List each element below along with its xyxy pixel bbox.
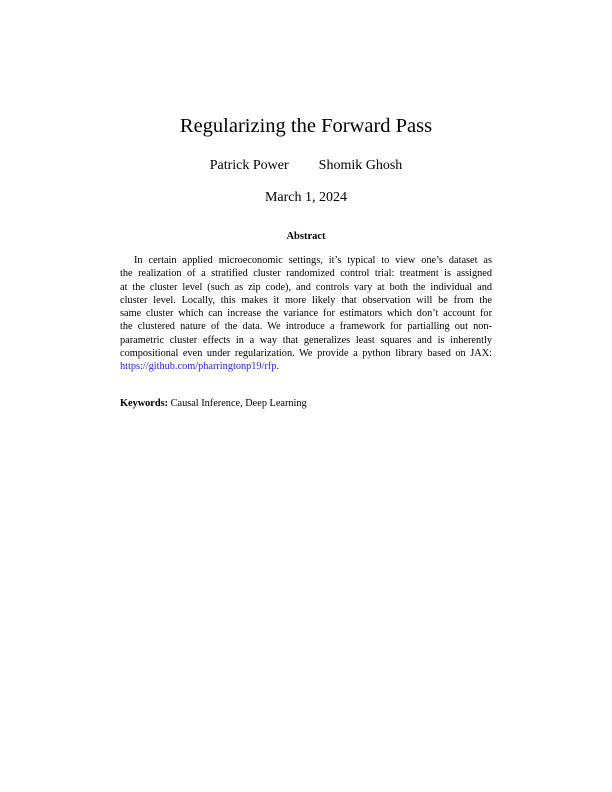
abstract-heading: Abstract bbox=[286, 231, 326, 242]
keywords-label: Keywords: bbox=[120, 398, 169, 409]
abstract-line: same cluster which can increase the variance for estimators which don’t account for bbox=[120, 308, 492, 320]
keywords bbox=[120, 397, 492, 410]
abstract-line: the realization of a stratified cluster randomized control trial: treatment is assigned bbox=[120, 268, 492, 280]
abstract-line: parametric cluster effects in a way that generalizes least squares and is inherently bbox=[120, 334, 492, 346]
abstract-line: In certain applied microeconomic settings, it’s typical to view one’s dataset as bbox=[134, 255, 492, 266]
abstract-line: at the cluster level (such as zip code), and controls vary at both the individual and bbox=[120, 281, 492, 293]
paper-date: March 1, 2024 bbox=[264, 190, 348, 205]
link-trailing-period: . bbox=[276, 361, 280, 373]
abstract-line: compositional even under regularization. We provide a python library based on JAX: bbox=[120, 348, 492, 360]
author-list bbox=[0, 157, 612, 174]
abstract-line: the clustered nature of the data. We introduce a framework for partialling out non- bbox=[120, 321, 492, 333]
abstract-body bbox=[120, 254, 492, 374]
abstract-line: cluster level. Locally, this makes it more likely that observation will be from the bbox=[120, 294, 492, 306]
repository-link[interactable]: https://github.com/pharringtonp19/rfp bbox=[120, 361, 277, 373]
paper-title: Regularizing the Forward Pass bbox=[179, 115, 433, 137]
abstract-line-last bbox=[120, 360, 492, 373]
author-name: Patrick Power bbox=[209, 158, 289, 173]
keywords-value: Causal Inference, Deep Learning bbox=[170, 398, 307, 409]
author-name: Shomik Ghosh bbox=[318, 158, 403, 173]
